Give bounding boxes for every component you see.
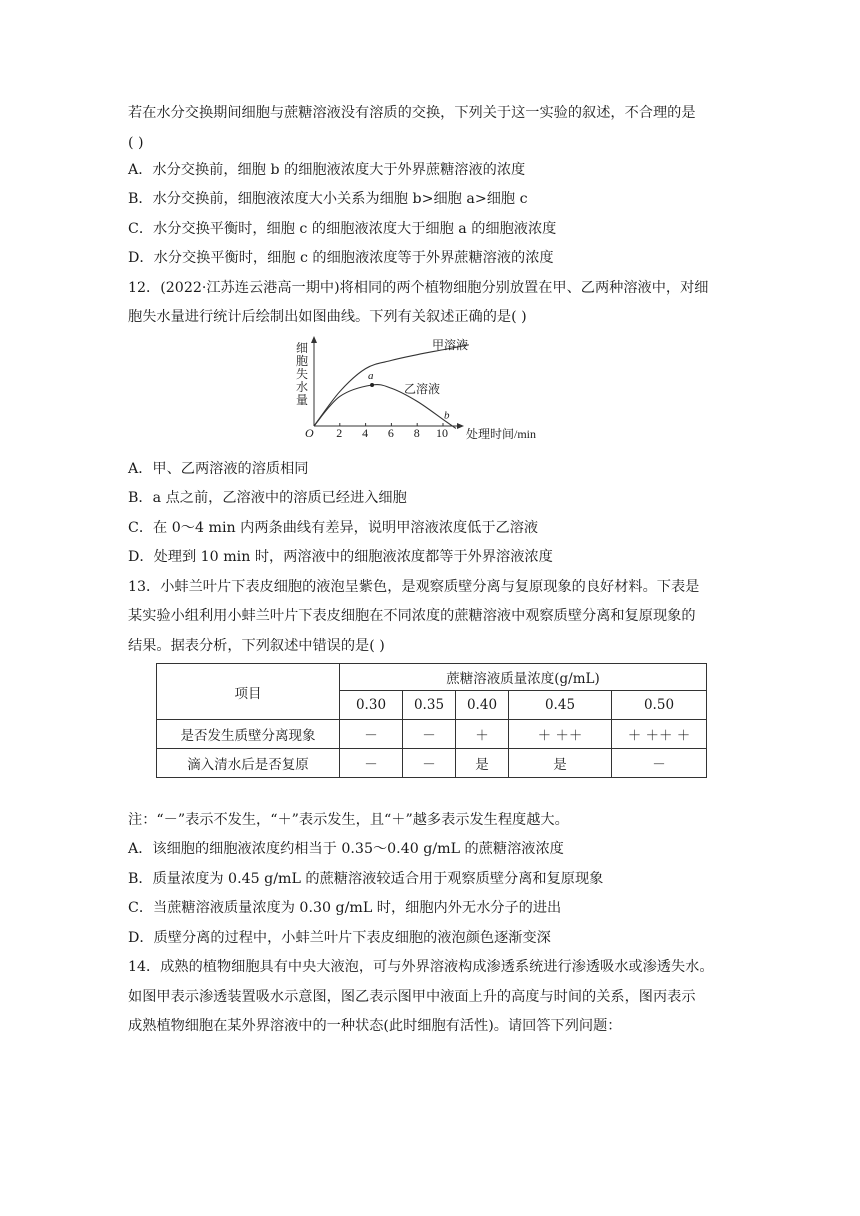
text-line: D．处理到 10 min 时，两溶液中的细胞液浓度都等于外界溶液浓度 [128, 549, 553, 565]
x-tick-label: 6 [387, 426, 394, 440]
y-axis-arrow [311, 336, 317, 343]
series-jia-label: 甲溶液 [432, 338, 469, 352]
origin-label: O [305, 426, 314, 440]
text-line: A．甲、乙两溶液的溶质相同 [128, 461, 309, 477]
text-line: A．水分交换前，细胞 b 的细胞液浓度大于外界蔗糖溶液的浓度 [128, 162, 526, 178]
table-cell: － [612, 749, 707, 778]
conc-0-40: 0.40 [456, 691, 509, 720]
text-line: 13．小蚌兰叶片下表皮细胞的液泡呈紫色，是观察质壁分离与复原现象的良好材料。下表是 [128, 579, 700, 595]
text-line: B．a 点之前，乙溶液中的溶质已经进入细胞 [128, 490, 407, 506]
text-line: 如图甲表示渗透装置吸水示意图，图乙表示图甲中液面上升的高度与时间的关系，图丙表示 [128, 989, 696, 1005]
conc-0-50: 0.50 [612, 691, 707, 720]
conc-0-45: 0.45 [509, 691, 612, 720]
x-tick-label: 10 [436, 426, 448, 440]
table-cell: ＋ ＋＋ [509, 720, 612, 749]
x-tick-label: 2 [336, 426, 343, 440]
row-label: 滴入清水后是否复原 [157, 749, 340, 778]
y-axis-label [296, 341, 308, 407]
text-line: D．质壁分离的过程中，小蚌兰叶片下表皮细胞的液泡颜色逐渐变深 [128, 930, 551, 946]
text-line: 注：“－”表示不发生，“＋”表示发生，且“＋”越多表示发生程度越大。 [128, 812, 569, 828]
text-line: 成熟植物细胞在某外界溶液中的一种状态(此时细胞有活性)。请回答下列问题： [128, 1018, 622, 1034]
y-axis-label-text: 细胞失水量 [296, 341, 309, 407]
water-loss-chart [290, 334, 560, 446]
table-cell: ＋ [456, 720, 509, 749]
table-row [157, 749, 707, 778]
table-cell: － [340, 720, 403, 749]
table-cell: － [403, 749, 456, 778]
series-yi-label: 乙溶液 [404, 382, 441, 396]
text-line: B．水分交换前，细胞液浓度大小关系为细胞 b>细胞 a>细胞 c [128, 191, 528, 207]
point-b-label: b [444, 409, 450, 422]
header-group: 蔗糖溶液质量浓度(g/mL) [340, 664, 707, 691]
point-a-marker [370, 383, 374, 387]
x-axis-label: 处理时间/min [466, 427, 537, 441]
conc-0-30: 0.30 [340, 691, 403, 720]
text-line: 某实验小组利用小蚌兰叶片下表皮细胞在不同浓度的蔗糖溶液中观察质壁分离和复原现象的 [128, 608, 696, 624]
table-cell: 是 [509, 749, 612, 778]
text-line: D．水分交换平衡时，细胞 c 的细胞液浓度等于外界蔗糖溶液的浓度 [128, 250, 554, 266]
text-line: C．当蔗糖溶液质量浓度为 0.30 g/mL 时，细胞内外无水分子的进出 [128, 900, 562, 916]
conc-0-35: 0.35 [403, 691, 456, 720]
text-line: 胞失水量进行统计后绘制出如图曲线。下列有关叙述正确的是( ) [128, 309, 527, 325]
x-tick-label: 4 [362, 426, 369, 440]
row-label: 是否发生质壁分离现象 [157, 720, 340, 749]
text-line: ( ) [128, 135, 144, 151]
text-line: B．质量浓度为 0.45 g/mL 的蔗糖溶液较适合用于观察质壁分离和复原现象 [128, 871, 604, 887]
results-table [156, 663, 707, 778]
text-line: C．在 0～4 min 内两条曲线有差异，说明甲溶液浓度低于乙溶液 [128, 520, 539, 536]
text-line: 结果。据表分析，下列叙述中错误的是( ) [128, 638, 385, 654]
x-tick-label: 8 [413, 426, 420, 440]
text-line: 若在水分交换期间细胞与蔗糖溶液没有溶质的交换，下列关于这一实验的叙述，不合理的是 [128, 105, 696, 121]
point-a-label: a [368, 370, 374, 382]
header-item: 项目 [157, 664, 340, 720]
text-line: A．该细胞的细胞液浓度约相当于 0.35～0.40 g/mL 的蔗糖溶液浓度 [128, 841, 564, 857]
text-line: C．水分交换平衡时，细胞 c 的细胞液浓度大于细胞 a 的细胞液浓度 [128, 221, 557, 237]
table-row [157, 720, 707, 749]
text-line: 14．成熟的植物细胞具有中央大液泡，可与外界溶液构成渗透系统进行渗透吸水或渗透失水。 [128, 959, 714, 975]
table-cell: － [403, 720, 456, 749]
table-cell: 是 [456, 749, 509, 778]
table-cell: － [340, 749, 403, 778]
x-axis-arrow [457, 423, 464, 429]
table-cell: ＋ ＋＋ ＋ [612, 720, 707, 749]
text-line: 12．(2022·江苏连云港高一期中)将相同的两个植物细胞分别放置在甲、乙两种溶液中，对细 [128, 280, 709, 296]
